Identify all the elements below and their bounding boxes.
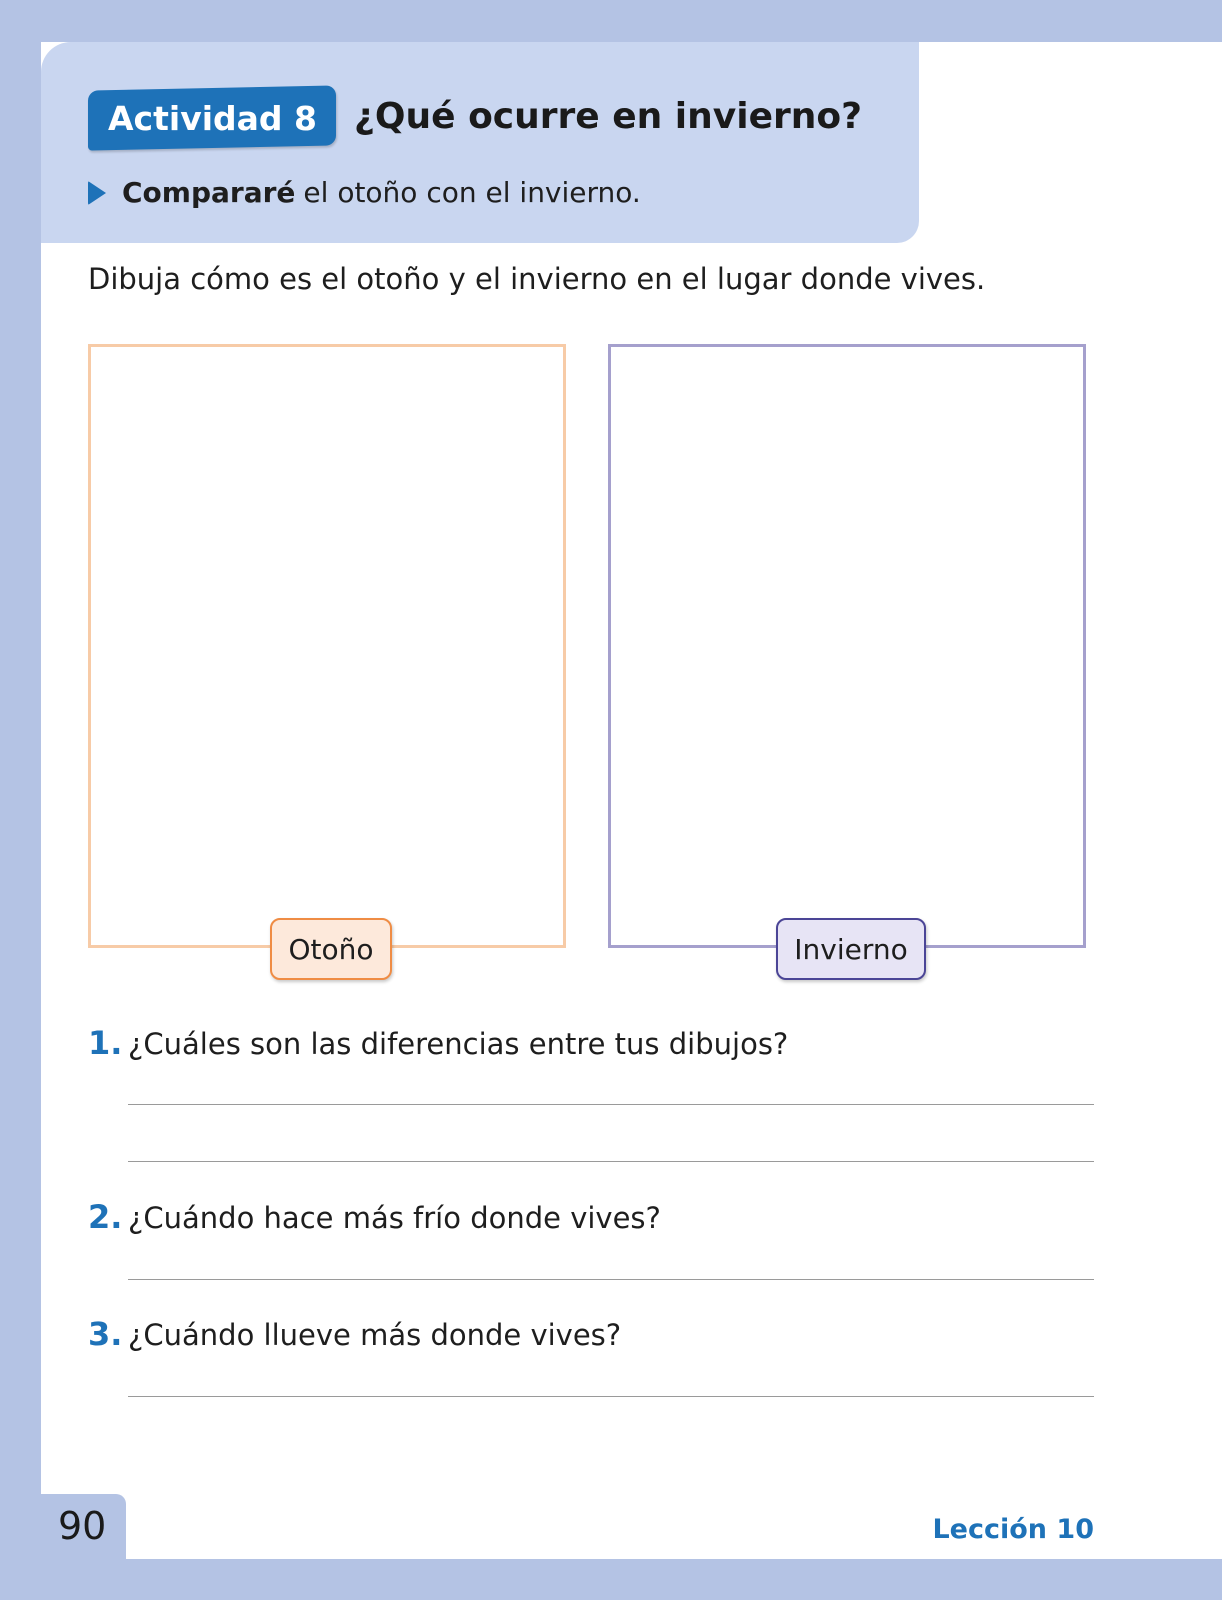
question-1	[88, 1024, 788, 1062]
lesson-label: Lección 10	[932, 1514, 1094, 1545]
answer-line-1b[interactable]	[128, 1161, 1094, 1162]
winter-label: Invierno	[776, 918, 926, 980]
page-title: ¿Qué ocurre en invierno?	[354, 96, 862, 137]
page-number: 90	[58, 1504, 107, 1548]
question-text: ¿Cuándo hace más frío donde vives?	[128, 1201, 661, 1235]
instruction: Dibuja cómo es el otoño y el invierno en el lugar donde vives.	[88, 262, 986, 296]
objective	[88, 176, 641, 209]
objective-verb: Compararé	[122, 176, 296, 209]
answer-line-3[interactable]	[128, 1396, 1094, 1397]
question-number: 3.	[88, 1315, 123, 1353]
question-2	[88, 1198, 661, 1236]
bottom-band	[0, 1559, 1222, 1600]
drawing-area-autumn[interactable]	[88, 344, 566, 948]
objective-text: el otoño con el invierno.	[303, 176, 641, 209]
question-number: 2.	[88, 1198, 123, 1236]
question-3	[88, 1315, 621, 1353]
question-text: ¿Cuándo llueve más donde vives?	[128, 1318, 622, 1352]
autumn-label: Otoño	[270, 918, 392, 980]
triangle-bullet-icon	[88, 181, 106, 205]
activity-label: Actividad 8	[107, 98, 317, 138]
question-text: ¿Cuáles son las diferencias entre tus dibujos?	[128, 1027, 789, 1061]
question-number: 1.	[88, 1024, 123, 1062]
activity-badge	[88, 85, 336, 150]
answer-line-2[interactable]	[128, 1279, 1094, 1280]
drawing-area-winter[interactable]	[608, 344, 1086, 948]
answer-line-1a[interactable]	[128, 1104, 1094, 1105]
